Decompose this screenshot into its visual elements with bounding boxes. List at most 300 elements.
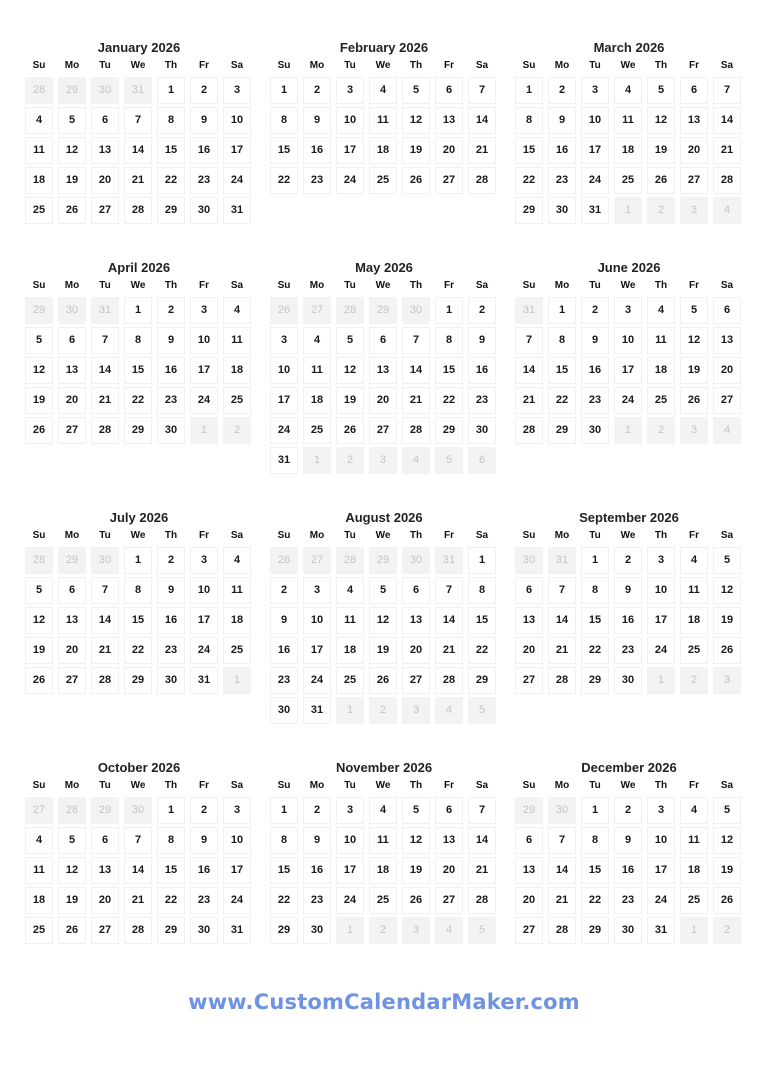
day-cell: 10 — [303, 607, 331, 634]
day-cell: 13 — [680, 107, 708, 134]
day-cell: 20 — [58, 387, 86, 414]
day-cell: 20 — [435, 857, 463, 884]
day-cell-other-month: 26 — [270, 547, 298, 574]
day-cell: 24 — [647, 887, 675, 914]
day-cell: 18 — [336, 637, 364, 664]
day-cell-other-month: 29 — [25, 297, 53, 324]
day-cell: 17 — [270, 387, 298, 414]
weekday-header — [515, 777, 743, 795]
weekday-label: Su — [522, 60, 536, 71]
day-cell: 30 — [581, 417, 609, 444]
day-cell-other-month: 1 — [336, 917, 364, 944]
day-cell: 3 — [336, 77, 364, 104]
weekday-label: Mo — [554, 280, 570, 291]
footer-website-link[interactable]: www.CustomCalendarMaker.com — [188, 990, 580, 1014]
day-cell: 23 — [157, 387, 185, 414]
day-cell: 27 — [369, 417, 397, 444]
day-cell: 24 — [336, 167, 364, 194]
weekday-label: Th — [409, 60, 423, 71]
day-cell: 27 — [515, 667, 543, 694]
day-cell: 25 — [25, 197, 53, 224]
week-row — [270, 797, 498, 824]
day-cell: 31 — [190, 667, 218, 694]
day-cell: 8 — [124, 327, 152, 354]
day-cell: 28 — [91, 417, 119, 444]
day-cell: 9 — [614, 577, 642, 604]
month-block — [270, 720, 498, 947]
day-cell: 19 — [369, 637, 397, 664]
day-cell: 1 — [270, 797, 298, 824]
day-cell: 26 — [336, 417, 364, 444]
weekday-label: Fr — [444, 780, 454, 791]
day-cell: 24 — [223, 887, 251, 914]
day-cell: 11 — [25, 137, 53, 164]
week-row — [25, 857, 253, 884]
day-cell: 18 — [680, 607, 708, 634]
weekday-label: Fr — [689, 780, 699, 791]
day-cell: 7 — [548, 827, 576, 854]
weekday-label: Sa — [475, 280, 489, 291]
day-cell: 16 — [303, 857, 331, 884]
day-cell: 24 — [190, 637, 218, 664]
week-row — [515, 667, 743, 694]
month-title: December 2026 — [581, 760, 677, 775]
day-cell: 23 — [303, 887, 331, 914]
week-row — [515, 417, 743, 444]
day-cell: 14 — [124, 857, 152, 884]
day-cell: 6 — [91, 107, 119, 134]
weekday-label: Mo — [554, 780, 570, 791]
day-cell: 22 — [581, 637, 609, 664]
day-cell: 27 — [58, 417, 86, 444]
day-cell-other-month: 4 — [713, 417, 741, 444]
day-cell-other-month: 28 — [336, 297, 364, 324]
day-cell-other-month: 6 — [468, 447, 496, 474]
day-cell: 6 — [435, 797, 463, 824]
week-row — [25, 577, 253, 604]
week-row — [25, 917, 253, 944]
day-cell: 19 — [647, 137, 675, 164]
day-cell: 2 — [190, 797, 218, 824]
day-cell: 6 — [369, 327, 397, 354]
day-cell: 3 — [647, 547, 675, 574]
week-row — [25, 107, 253, 134]
week-row — [515, 577, 743, 604]
day-cell: 17 — [336, 857, 364, 884]
day-cell: 29 — [435, 417, 463, 444]
day-cell: 28 — [468, 887, 496, 914]
weekday-label: Mo — [309, 780, 325, 791]
weekday-label: Mo — [309, 280, 325, 291]
day-cell: 18 — [25, 887, 53, 914]
day-cell: 28 — [548, 667, 576, 694]
day-cell: 25 — [369, 167, 397, 194]
weekday-label: Sa — [230, 780, 244, 791]
day-cell: 30 — [468, 417, 496, 444]
day-cell: 31 — [223, 197, 251, 224]
day-cell: 13 — [713, 327, 741, 354]
day-cell-other-month: 27 — [303, 297, 331, 324]
day-cell: 30 — [157, 667, 185, 694]
day-cell: 6 — [713, 297, 741, 324]
week-row — [270, 137, 498, 164]
day-cell: 29 — [270, 917, 298, 944]
day-cell: 14 — [91, 607, 119, 634]
day-cell: 6 — [58, 327, 86, 354]
day-cell: 1 — [157, 797, 185, 824]
day-cell: 28 — [124, 917, 152, 944]
week-row — [515, 167, 743, 194]
day-cell: 9 — [157, 327, 185, 354]
day-cell: 12 — [25, 357, 53, 384]
day-cell: 2 — [303, 77, 331, 104]
day-cell: 6 — [515, 577, 543, 604]
day-cell: 8 — [157, 107, 185, 134]
weekday-label: We — [620, 280, 636, 291]
day-cell: 4 — [614, 77, 642, 104]
day-cell: 12 — [713, 577, 741, 604]
day-cell: 3 — [270, 327, 298, 354]
day-cell: 24 — [190, 387, 218, 414]
month-block — [270, 470, 498, 727]
week-row — [515, 297, 743, 324]
day-cell: 3 — [647, 797, 675, 824]
month-title: August 2026 — [345, 510, 423, 525]
week-row — [270, 607, 498, 634]
weekday-label: Tu — [99, 780, 111, 791]
day-cell: 4 — [680, 797, 708, 824]
day-cell: 29 — [515, 197, 543, 224]
day-cell: 28 — [435, 667, 463, 694]
day-cell: 5 — [369, 577, 397, 604]
day-cell: 24 — [336, 887, 364, 914]
day-cell: 22 — [124, 387, 152, 414]
day-cell: 15 — [124, 357, 152, 384]
weekday-header — [515, 527, 743, 545]
day-cell-other-month: 29 — [515, 797, 543, 824]
day-cell: 16 — [468, 357, 496, 384]
month-title: September 2026 — [579, 510, 679, 525]
weekday-header — [25, 57, 253, 75]
weekday-label: Su — [522, 530, 536, 541]
weekday-label: Tu — [589, 60, 601, 71]
day-cell: 30 — [303, 917, 331, 944]
day-cell: 5 — [25, 327, 53, 354]
day-cell: 15 — [548, 357, 576, 384]
weekday-label: Th — [654, 780, 668, 791]
month-block — [25, 220, 253, 447]
week-row — [270, 547, 498, 574]
month-block — [515, 470, 743, 697]
day-cell: 6 — [515, 827, 543, 854]
day-cell: 19 — [25, 387, 53, 414]
day-cell-other-month: 30 — [91, 547, 119, 574]
weekday-label: Fr — [199, 60, 209, 71]
day-cell: 4 — [25, 107, 53, 134]
day-cell: 23 — [614, 637, 642, 664]
day-cell: 28 — [402, 417, 430, 444]
month-block — [515, 720, 743, 947]
day-cell: 6 — [91, 827, 119, 854]
day-cell: 11 — [223, 577, 251, 604]
day-cell: 21 — [435, 637, 463, 664]
day-cell: 7 — [124, 107, 152, 134]
day-cell: 3 — [223, 797, 251, 824]
week-row — [515, 917, 743, 944]
week-row — [270, 667, 498, 694]
month-block — [25, 720, 253, 947]
day-cell-other-month: 4 — [435, 697, 463, 724]
day-cell: 29 — [548, 417, 576, 444]
weekday-header — [270, 777, 498, 795]
day-cell: 25 — [647, 387, 675, 414]
day-cell-other-month: 29 — [91, 797, 119, 824]
day-cell: 9 — [581, 327, 609, 354]
day-cell: 11 — [223, 327, 251, 354]
day-cell: 16 — [270, 637, 298, 664]
month-block — [515, 220, 743, 447]
day-cell: 22 — [435, 387, 463, 414]
weekday-label: We — [620, 530, 636, 541]
day-cell: 10 — [647, 827, 675, 854]
day-cell: 23 — [190, 167, 218, 194]
weekday-label: Tu — [344, 60, 356, 71]
week-row — [270, 827, 498, 854]
day-cell: 12 — [680, 327, 708, 354]
day-cell: 4 — [25, 827, 53, 854]
day-cell: 27 — [91, 197, 119, 224]
weekday-label: Su — [277, 780, 291, 791]
weekday-label: Th — [164, 60, 178, 71]
day-cell: 7 — [91, 577, 119, 604]
day-cell: 1 — [124, 297, 152, 324]
week-row — [270, 297, 498, 324]
day-cell-other-month: 2 — [647, 197, 675, 224]
weekday-label: Th — [654, 280, 668, 291]
day-cell: 20 — [91, 167, 119, 194]
weekday-label: We — [130, 780, 146, 791]
day-cell: 7 — [713, 77, 741, 104]
day-cell-other-month: 29 — [369, 547, 397, 574]
day-cell: 4 — [223, 547, 251, 574]
day-cell: 10 — [223, 107, 251, 134]
day-cell: 4 — [336, 577, 364, 604]
day-cell: 23 — [270, 667, 298, 694]
weekday-label: Mo — [309, 530, 325, 541]
day-cell: 8 — [124, 577, 152, 604]
day-cell: 7 — [468, 77, 496, 104]
weekday-label: Mo — [554, 530, 570, 541]
day-cell-other-month: 1 — [614, 197, 642, 224]
day-cell: 5 — [336, 327, 364, 354]
day-cell: 3 — [303, 577, 331, 604]
weekday-label: Mo — [64, 530, 80, 541]
day-cell: 31 — [303, 697, 331, 724]
weekday-label: Su — [32, 60, 46, 71]
weekday-label: We — [375, 780, 391, 791]
day-cell-other-month: 3 — [369, 447, 397, 474]
month-title: October 2026 — [97, 760, 181, 775]
day-cell: 5 — [713, 797, 741, 824]
day-cell: 17 — [303, 637, 331, 664]
weekday-label: Tu — [344, 780, 356, 791]
day-cell: 1 — [157, 77, 185, 104]
weekday-label: Tu — [99, 60, 111, 71]
day-cell: 10 — [336, 107, 364, 134]
day-cell-other-month: 1 — [190, 417, 218, 444]
day-cell: 30 — [190, 917, 218, 944]
day-cell: 11 — [369, 827, 397, 854]
day-cell: 29 — [124, 417, 152, 444]
weekday-label: Sa — [475, 780, 489, 791]
weekday-label: Th — [654, 530, 668, 541]
day-cell: 22 — [270, 167, 298, 194]
day-cell-other-month: 1 — [647, 667, 675, 694]
day-cell: 10 — [581, 107, 609, 134]
day-cell: 3 — [223, 77, 251, 104]
day-cell: 5 — [58, 827, 86, 854]
day-cell: 14 — [515, 357, 543, 384]
weekday-label: Th — [409, 780, 423, 791]
day-cell: 12 — [402, 107, 430, 134]
week-row — [515, 827, 743, 854]
week-row — [25, 77, 253, 104]
day-cell-other-month: 2 — [713, 917, 741, 944]
week-row — [270, 917, 498, 944]
day-cell: 8 — [157, 827, 185, 854]
day-cell-other-month: 27 — [25, 797, 53, 824]
day-cell: 26 — [680, 387, 708, 414]
day-cell: 11 — [680, 827, 708, 854]
day-cell: 14 — [402, 357, 430, 384]
day-cell: 30 — [270, 697, 298, 724]
day-cell: 21 — [515, 387, 543, 414]
day-cell: 5 — [402, 77, 430, 104]
day-cell: 27 — [58, 667, 86, 694]
weekday-label: Fr — [689, 530, 699, 541]
day-cell-other-month: 30 — [548, 797, 576, 824]
weekday-label: Sa — [230, 60, 244, 71]
day-cell: 16 — [190, 137, 218, 164]
day-cell: 26 — [58, 197, 86, 224]
day-cell: 24 — [303, 667, 331, 694]
day-cell: 5 — [25, 577, 53, 604]
day-cell: 9 — [190, 827, 218, 854]
day-cell: 27 — [515, 917, 543, 944]
day-cell: 4 — [647, 297, 675, 324]
day-cell: 19 — [402, 137, 430, 164]
day-cell: 10 — [223, 827, 251, 854]
day-cell: 27 — [91, 917, 119, 944]
day-cell: 8 — [270, 107, 298, 134]
weekday-label: Sa — [720, 60, 734, 71]
day-cell: 15 — [157, 857, 185, 884]
weekday-label: Tu — [344, 280, 356, 291]
day-cell: 9 — [190, 107, 218, 134]
day-cell: 23 — [157, 637, 185, 664]
day-cell: 20 — [435, 137, 463, 164]
day-cell: 30 — [548, 197, 576, 224]
day-cell: 5 — [58, 107, 86, 134]
day-cell: 17 — [614, 357, 642, 384]
day-cell: 21 — [468, 857, 496, 884]
day-cell: 28 — [124, 197, 152, 224]
day-cell: 23 — [581, 387, 609, 414]
day-cell: 16 — [614, 857, 642, 884]
day-cell: 5 — [713, 547, 741, 574]
day-cell: 25 — [223, 637, 251, 664]
day-cell: 2 — [614, 797, 642, 824]
day-cell-other-month: 31 — [124, 77, 152, 104]
day-cell: 25 — [303, 417, 331, 444]
day-cell: 14 — [468, 107, 496, 134]
day-cell: 26 — [713, 637, 741, 664]
day-cell: 28 — [515, 417, 543, 444]
week-row — [270, 107, 498, 134]
day-cell-other-month: 1 — [303, 447, 331, 474]
day-cell: 3 — [190, 297, 218, 324]
day-cell: 22 — [515, 167, 543, 194]
weekday-label: Fr — [199, 780, 209, 791]
day-cell: 23 — [190, 887, 218, 914]
week-row — [25, 357, 253, 384]
day-cell: 25 — [25, 917, 53, 944]
day-cell: 14 — [713, 107, 741, 134]
day-cell: 2 — [157, 547, 185, 574]
day-cell-other-month: 2 — [680, 667, 708, 694]
day-cell-other-month: 2 — [223, 417, 251, 444]
day-cell: 21 — [548, 887, 576, 914]
day-cell-other-month: 1 — [336, 697, 364, 724]
day-cell-other-month: 1 — [680, 917, 708, 944]
day-cell: 26 — [713, 887, 741, 914]
day-cell: 1 — [515, 77, 543, 104]
day-cell: 17 — [581, 137, 609, 164]
day-cell: 16 — [581, 357, 609, 384]
day-cell: 15 — [124, 607, 152, 634]
weekday-label: Tu — [99, 530, 111, 541]
month-title: April 2026 — [107, 260, 171, 275]
weekday-header — [270, 527, 498, 545]
day-cell: 16 — [190, 857, 218, 884]
day-cell: 26 — [402, 887, 430, 914]
day-cell: 17 — [336, 137, 364, 164]
day-cell-other-month: 5 — [468, 697, 496, 724]
day-cell: 24 — [270, 417, 298, 444]
day-cell-other-month: 31 — [548, 547, 576, 574]
day-cell: 14 — [548, 607, 576, 634]
month-title: January 2026 — [97, 40, 181, 55]
day-cell-other-month: 3 — [402, 697, 430, 724]
day-cell: 20 — [369, 387, 397, 414]
weekday-label: Mo — [64, 780, 80, 791]
month-block — [515, 0, 743, 227]
weekday-label: We — [130, 280, 146, 291]
weekday-label: We — [620, 780, 636, 791]
day-cell-other-month: 5 — [435, 447, 463, 474]
day-cell-other-month: 3 — [680, 197, 708, 224]
week-row — [515, 107, 743, 134]
day-cell: 23 — [548, 167, 576, 194]
weekday-header — [515, 277, 743, 295]
day-cell-other-month: 2 — [369, 917, 397, 944]
day-cell: 11 — [647, 327, 675, 354]
day-cell: 13 — [435, 827, 463, 854]
weekday-label: Fr — [444, 60, 454, 71]
day-cell: 13 — [435, 107, 463, 134]
day-cell: 20 — [680, 137, 708, 164]
day-cell-other-month: 30 — [402, 297, 430, 324]
